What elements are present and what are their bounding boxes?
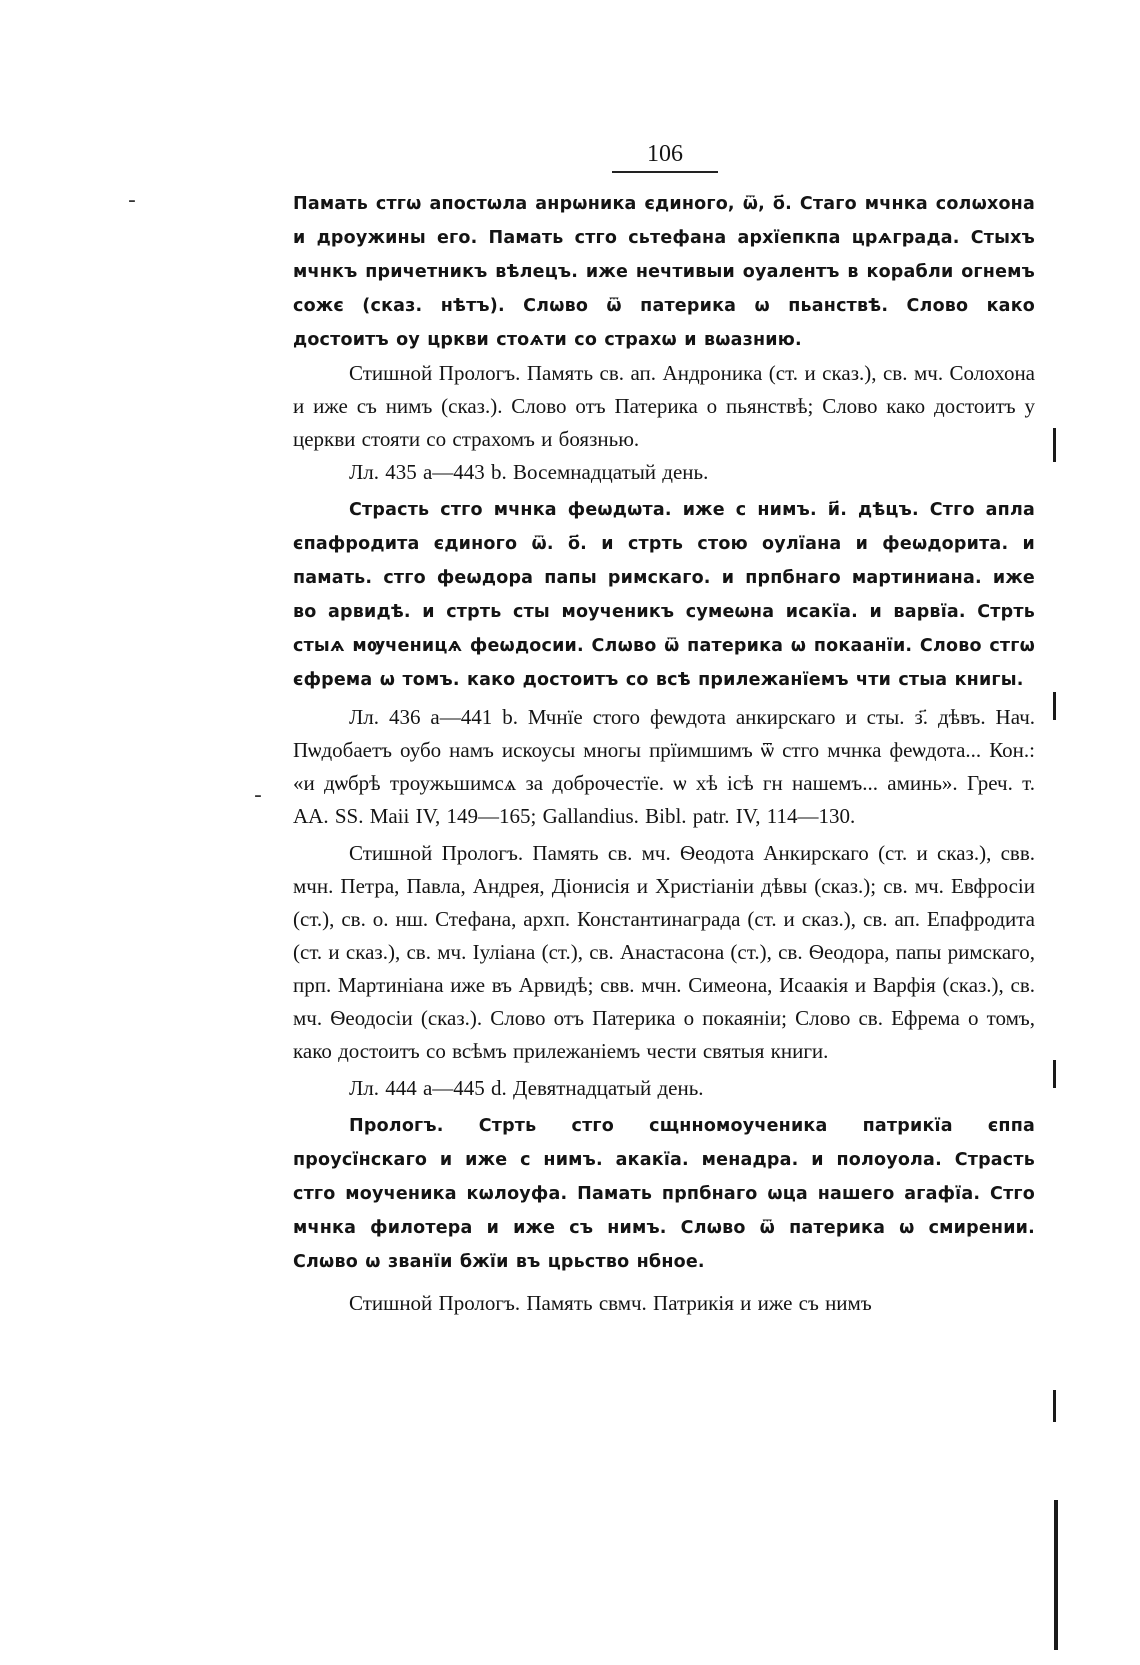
scan-edge-mark — [1053, 692, 1056, 720]
paragraph-stishnoi-prolog-1: Стишной Прологъ. Память св. ап. Андроника (ст. и сказ.), св. мч. Солохона и иже съ нимъ (сказ.). Слово отъ Патерика о пьянствѣ; Слово како достоитъ у церкви стояти со страхомъ и боязнью. — [293, 361, 1035, 451]
scan-edge-mark — [1053, 1060, 1056, 1088]
scan-edge-mark — [1053, 428, 1056, 462]
margin-mark-middle: - — [254, 783, 262, 808]
page-number: 106 — [647, 141, 683, 167]
paragraph-martyrdom-theodotus: Лл. 436 а—441 b. Мчнїе стого феѡдота анкирскаго и сты. з҃. дѣвъ. Нач. Пѡдобаетъ оубо намъ искоусы многы прїимшимъ ѿ стго мчнка феѡдота... Кон.: «и дѡбрѣ троужьшимсѧ за доброчестїе. ѡ хѣ ісѣ гн нашемъ... аминь». Греч. т. AA. SS. Maii IV, 149—165; Gallandius. Bibl. patr. IV, 114—130. — [293, 705, 1035, 828]
page-number-rule — [612, 171, 718, 173]
section-heading-day-19: Лл. 444 а—445 d. Девятнадцатый день. — [349, 1076, 704, 1100]
scan-edge-mark — [1054, 1500, 1058, 1650]
margin-mark-top: - — [128, 188, 136, 213]
paragraph-prolog-entry-18: Памать стгѡ апостѡла анрѡника єдиного, ѿ, о҃. Стаго мчнка солѡхона и дроужины его. Памать стго сьтефана архїепкпа црѧграда. Стыхъ мчнкъ причетникъ вѣлецъ. иже нечтивыи оуалентъ в корабли огнемъ сожє (сказ. нѣтъ). Слѡво ѿ патерика ѡ пьанствѣ. Слово како достоитъ оу цркви стоѧти со страхѡ и вѡазнию. — [293, 194, 1035, 350]
main-text — [293, 187, 1035, 1320]
paragraph-stishnoi-prolog-2: Стишной Прологъ. Память св. мч. Ѳеодота Анкирскаго (ст. и сказ.), свв. мчн. Петра, Павла, Андрея, Діонисія и Христіаніи дѣвы (сказ.); св. мч. Евфросіи (ст.), св. о. нш. Стефана, архп. Константинаграда (ст. и сказ.), св. ап. Епафродита (ст. и сказ.), св. мч. Іуліана (ст.), св. Анастасона (ст.), св. Ѳеодора, папы римскаго, прп. Мартиніана иже въ Арвидѣ; свв. мчн. Симеона, Исаакія и Варфія (сказ.), св. мч. Ѳеодосіи (сказ.). Слово отъ Патерика о покаяніи; Слово св. Ефрема о томъ, како достоитъ со всѣмъ прилежаніемъ чести святыя книги. — [293, 841, 1035, 1063]
paragraph-day-18-contents: Страсть стго мчнка феѡдѡта. иже с нимъ. и҃. дѣцъ. Стго апла єпафродита єдиного ѿ. о҃. и стрть стою оулїана и феѡдорита. и памать. стго феѡдора папы римскаго. и прпбнаго мартиниана. иже во арвидѣ. и стрть сты моученикъ сумеѡна исакїа. и варвїа. Стрть стыѧ мѹченицѧ феѡдосии. Слѡво ѿ патерика ѡ покаанїи. Слово стгѡ єфрема ѡ томъ. како достоитъ со всѣ прилежанїемъ чти стыа книгы. — [293, 500, 1035, 690]
scan-edge-mark — [1053, 1390, 1056, 1422]
paragraph-stishnoi-prolog-3: Стишной Прологъ. Память свмч. Патрикія и иже съ нимъ — [349, 1291, 872, 1315]
section-heading-day-18: Лл. 435 а—443 b. Восемнадцатый день. — [349, 460, 709, 484]
paragraph-day-19-contents: Прологъ. Стрть стго сщнномоученика патрикїа єппа проусїнскаго и иже с нимъ. акакїа. менадра. и полоуола. Страсть стго моученика кѡлоуфа. Памать прпбнаго ѡца нашего агафїа. Стго мчнка филотера и иже съ нимъ. Слѡво ѿ патерика ѡ смирении. Слѡво ѡ званїи бжїи въ црьство нбное. — [293, 1116, 1035, 1272]
